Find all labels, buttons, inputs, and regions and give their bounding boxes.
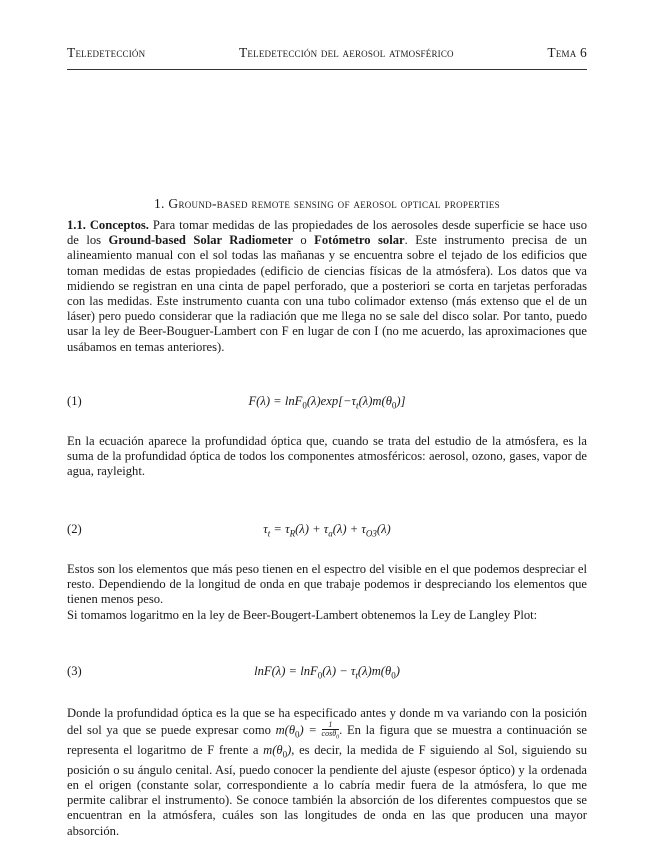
header-left: Teledetección	[67, 45, 146, 60]
paragraph-langley	[67, 706, 587, 839]
subsection-number: 1.1.	[67, 218, 86, 232]
p1-text-3: . Este instrumento precisa de un alineamiento manual con el sol todas las mañanas y se encuentra sobre el tejado de los edificios que toman medidas de estas propiedades (edificio de ciencias físicas de la atmósfera). Los datos que va midiendo se registran en una cinta de papel perforado, que a posteriori se corta en tarjetas perforadas con las medidas. Este instrumento cuanta con una tubo colimador extenso (más extenso que el de un láser) pero puedo considerar que la radiación que me llega no se sale del disco solar. Por tanto, puedo usar la ley de Beer-Bouguer-Lambert con F en lugar de con I (no me acuerdo, las aproximaciones que usábamos en temas anteriores).	[67, 233, 587, 354]
equation-number-3: (3)	[67, 664, 82, 678]
equation-body-2: $\tau_t = \tau_R(\lambda) + \tau_a(\lambda) + \tau_{O3}(\lambda)$	[263, 522, 391, 539]
p1-bold-fotometro: Fotómetro solar	[314, 233, 405, 248]
subsection-title: Conceptos.	[89, 218, 149, 232]
p1-bold-radiometer: Ground-based Solar Radiometer	[108, 233, 293, 248]
section-number: 1.	[153, 196, 165, 211]
p3-line-1: Estos son los elementos que más peso tienen en el espectro del visible en el que podemos despreciar el resto. Dependiendo de la longitud de onda en que trabaje podemos ir despreciando los elementos que tienen menos peso.	[67, 562, 587, 607]
document-page	[67, 0, 587, 848]
paragraph-intro	[67, 218, 587, 355]
fraction-1-over-cos: $\frac{1}{\cos\theta_0}$	[321, 720, 340, 741]
equation-body-1: $F(\lambda) = \ln F_0(\lambda)\exp[-\tau_t(\lambda)m(\theta_0)]$	[248, 394, 406, 411]
equation-number-1: (1)	[67, 394, 82, 408]
p1-text-2: o	[292, 233, 315, 248]
equation-1	[67, 394, 587, 412]
equation-number-2: (2)	[67, 522, 82, 536]
equation-body-3: $\ln F(\lambda) = \ln F_0(\lambda) - \tau_t(\lambda)m(\theta_0)$	[254, 664, 400, 681]
section-heading	[67, 196, 587, 212]
equation-2	[67, 522, 587, 540]
header-rule	[67, 69, 587, 70]
p1-text-1: Para tomar medidas de las propiedades de los aerosoles desde superficie se hace uso de los	[67, 218, 587, 248]
header-center: Teledetección del aerosol atmosférico	[238, 45, 454, 60]
p4-math-m-theta: $m(\theta_0)$	[263, 743, 292, 760]
p4-text-1: Donde la profundidad óptica es la que se ha especificado antes y donde m va variando con la posición del sol ya que se puede expresar como	[67, 706, 587, 738]
p3-line-2: Si tomamos logaritmo en la ley de Beer-Bougert-Lambert obtenemos la Ley de Langley Plot:	[67, 607, 538, 622]
paragraph-elements	[67, 562, 587, 623]
section-title: Ground-based remote sensing of aerosol optical properties	[168, 196, 500, 211]
p4-text-2: . En la figura que se muestra a continuación se representa el logaritmo de F frente a	[67, 723, 587, 758]
running-header	[67, 45, 587, 61]
p4-text-3: , es decir, la medida de F siguiendo al Sol, siguiendo su posición o su ángulo cenital. Así, puedo conocer la pendiente del ajuste (espesor óptico) y la ordenada en el origen (constante solar, correspondiente a lo cabría medir fuera de la atmósfera, lo que me permite calibrar el instrumento). Se conoce también la absorción de los diferentes compuestos que se encuentran en la atmósfera, cuáles son las longitudes de onda en las que producen una mayor absorción.	[67, 743, 587, 838]
paragraph-optical-depth: En la ecuación aparece la profundidad óptica que, cuando se trata del estudio de la atmósfera, es la suma de la profundidad óptica de todos los componentes atmosféricos: aerosol, ozono, gases, vapor de agua, rayleight.	[67, 434, 587, 479]
equation-3	[67, 664, 587, 682]
header-right: Tema 6	[547, 45, 587, 60]
p4-math-m-theta-frac: $m(\theta_0)$ = $\frac{1}{\cos\theta_0}$	[275, 720, 340, 741]
